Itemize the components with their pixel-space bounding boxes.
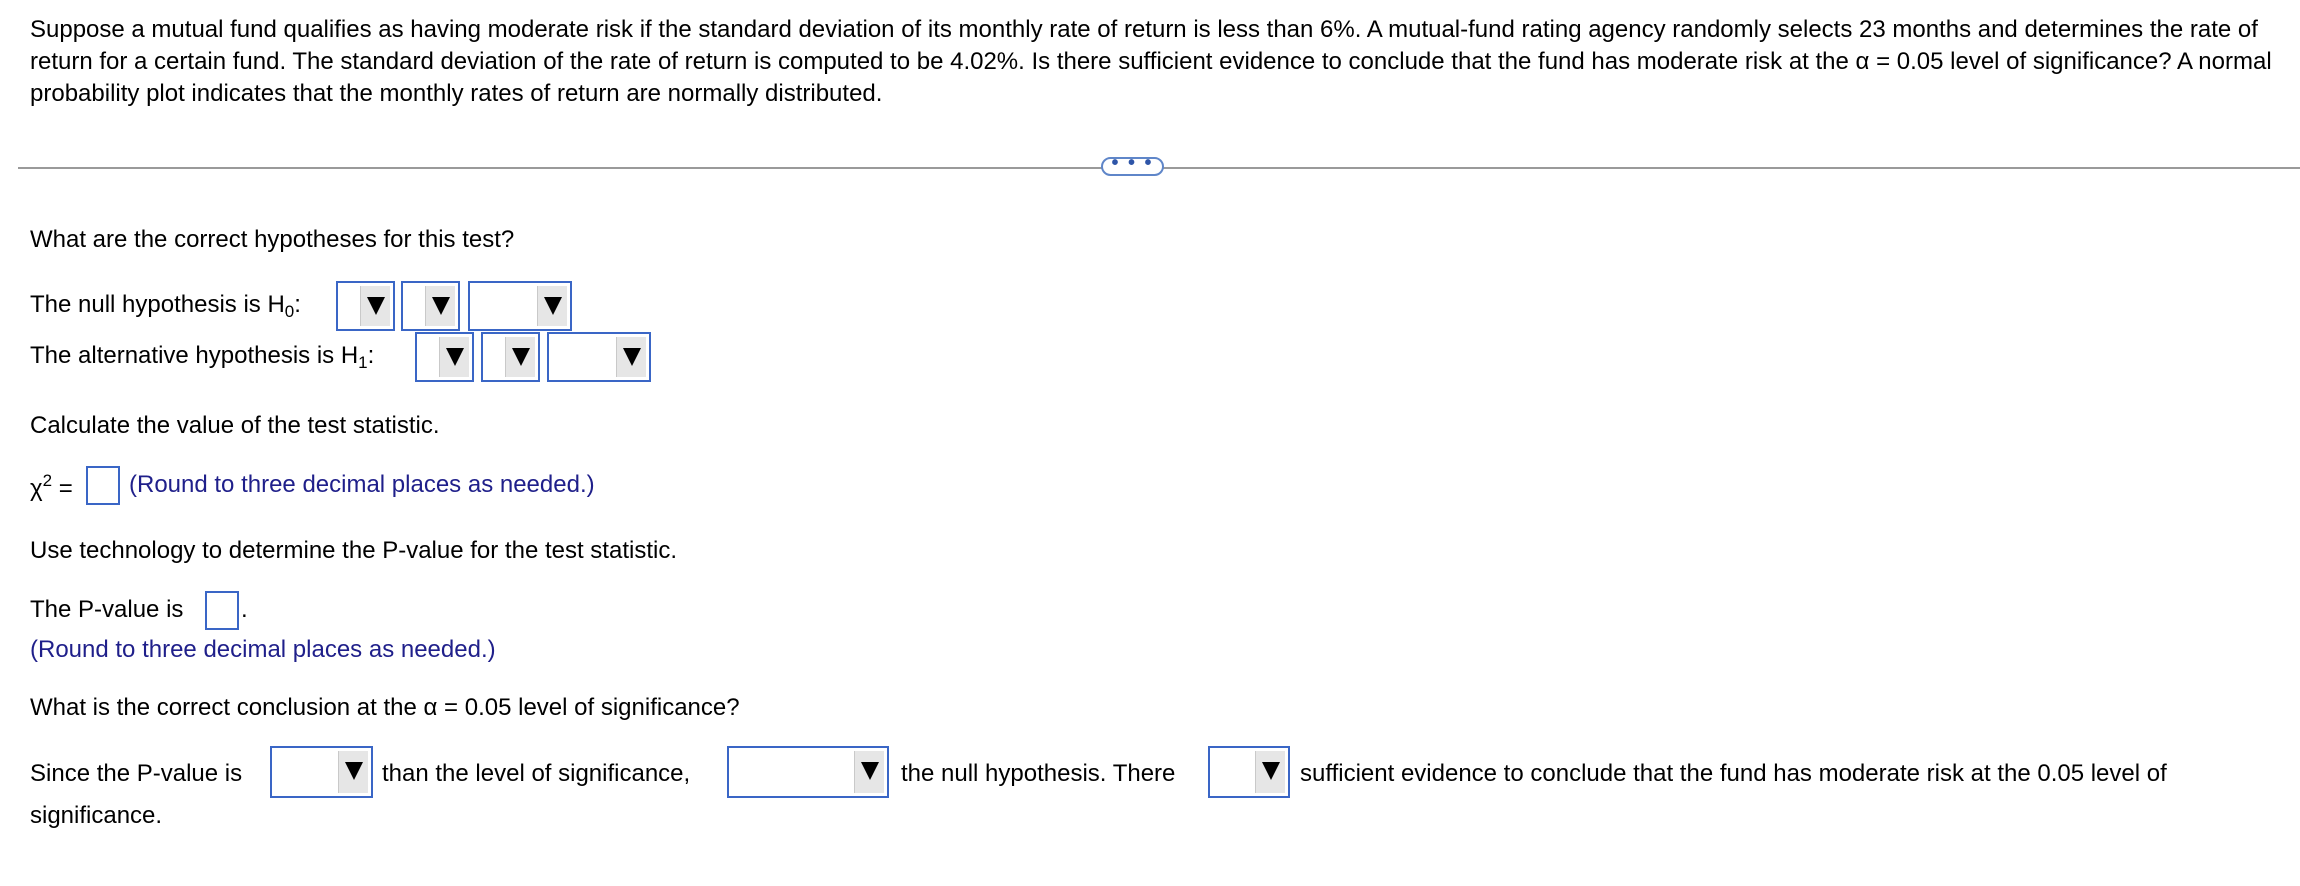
- dropdown-arrow-icon: [1255, 751, 1285, 793]
- conclusion-text-2: than the level of significance,: [382, 760, 691, 787]
- dropdown-arrow-icon: [338, 751, 368, 793]
- null-hypothesis-value-select[interactable]: [468, 281, 572, 331]
- alt-hypothesis-parameter-select[interactable]: [415, 332, 474, 382]
- null-hypothesis-label: [30, 291, 301, 322]
- test-statistic-prompt: Calculate the value of the test statistic.: [30, 412, 440, 439]
- null-hypothesis-subscript: 0: [284, 302, 295, 321]
- dropdown-arrow-icon: [537, 286, 567, 326]
- alt-hypothesis-value-select[interactable]: [547, 332, 651, 382]
- chi-square-symbol: χ: [30, 475, 43, 502]
- conclusion-question: What is the correct conclusion at the α = 0.05 level of significance?: [30, 694, 740, 721]
- conclusion-text-4: sufficient evidence to conclude that the fund has moderate risk at the 0.05 level of: [1300, 760, 2167, 787]
- test-statistic-input[interactable]: [86, 466, 120, 505]
- p-value-period: .: [241, 596, 248, 623]
- more-options-button[interactable]: • • •: [1101, 157, 1164, 176]
- chi-square-power: 2: [42, 471, 53, 490]
- dropdown-arrow-icon: [425, 286, 455, 326]
- alt-hypothesis-text: The alternative hypothesis is H: [30, 342, 359, 369]
- conclusion-text-1: Since the P-value is: [30, 760, 243, 787]
- dropdown-arrow-icon: [439, 337, 469, 377]
- decision-select[interactable]: [727, 746, 889, 798]
- alt-hypothesis-subscript: 1: [358, 353, 368, 372]
- test-statistic-round-note: (Round to three decimal places as needed.): [129, 471, 595, 498]
- null-hypothesis-operator-select[interactable]: [401, 281, 460, 331]
- null-hypothesis-text: The null hypothesis is H: [30, 291, 285, 318]
- comparison-select[interactable]: [270, 746, 373, 798]
- conclusion-text-3: the null hypothesis. There: [901, 760, 1176, 787]
- conclusion-text-5: significance.: [30, 802, 163, 829]
- chi-square-equals: =: [52, 475, 73, 502]
- alt-hypothesis-colon: :: [367, 342, 375, 369]
- alt-hypothesis-label: [30, 342, 374, 373]
- hypotheses-question: What are the correct hypotheses for this test?: [30, 226, 515, 253]
- p-value-prompt: Use technology to determine the P-value for the test statistic.: [30, 537, 677, 564]
- null-hypothesis-parameter-select[interactable]: [336, 281, 395, 331]
- alt-hypothesis-operator-select[interactable]: [481, 332, 540, 382]
- dropdown-arrow-icon: [616, 337, 646, 377]
- test-statistic-row: [30, 471, 73, 503]
- p-value-label: The P-value is: [30, 596, 184, 623]
- p-value-round-note: (Round to three decimal places as needed.): [30, 636, 496, 663]
- dropdown-arrow-icon: [854, 751, 884, 793]
- dropdown-arrow-icon: [505, 337, 535, 377]
- problem-statement: Suppose a mutual fund qualifies as having moderate risk if the standard deviation of its monthly rate of return is less than 6%. A mutual-fund rating agency randomly selects 23 months and determines the rate of return for a certain fund. The standard deviation of the rate of return is computed to be 4.02%. Is there sufficient evidence to conclude that the fund has moderate risk at the α = 0.05 level of significance? A normal probability plot indicates that the monthly rates of return are normally distributed.: [30, 16, 2272, 107]
- evidence-select[interactable]: [1208, 746, 1290, 798]
- dropdown-arrow-icon: [360, 286, 390, 326]
- null-hypothesis-colon: :: [294, 291, 301, 318]
- p-value-input[interactable]: [205, 591, 239, 630]
